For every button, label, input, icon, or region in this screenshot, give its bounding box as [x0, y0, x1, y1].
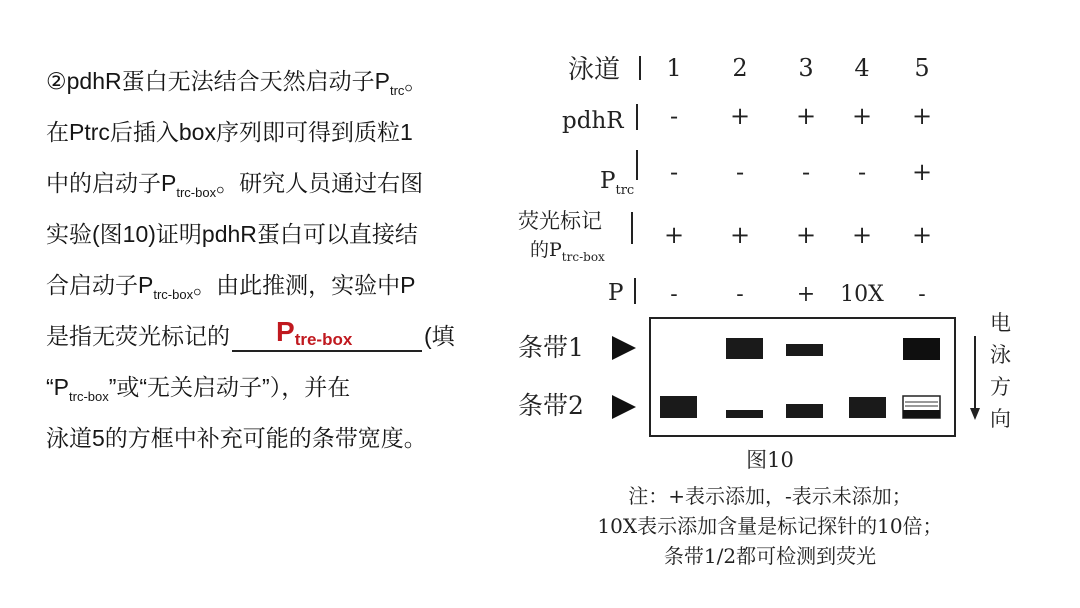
band-lane5-band2	[903, 396, 940, 418]
text-segment: 。由此推测，实验中P	[193, 272, 416, 298]
text-segment: ②pdhR蛋白无法结合天然启动子P	[46, 68, 390, 94]
subscript: trc-box	[69, 389, 109, 404]
note-line-2: 10X表示添加含量是标记探针的10倍；	[597, 514, 943, 538]
text-segment: 中的启动子P	[46, 170, 177, 196]
figure-title: 图10	[746, 448, 794, 472]
grid-table	[664, 54, 932, 307]
p-cell-5: -	[918, 282, 926, 307]
p-cell-3: +	[796, 282, 816, 307]
band-lane2-band2	[726, 410, 763, 418]
band2-arrow-icon	[612, 395, 636, 419]
band-lane3-band1	[786, 344, 823, 356]
subscript: trc-box	[153, 287, 194, 302]
subscript: trc	[389, 83, 405, 98]
note-line-1: 注：+表示添加，-表示未添加；	[628, 484, 912, 508]
text-segment: 。研究人员通过右图	[216, 170, 424, 196]
fluor-cell-4: +	[851, 221, 873, 249]
direction-char-3: 方	[990, 375, 1011, 399]
band-lane5-band1	[903, 338, 940, 360]
pdhR-cell-2: +	[729, 102, 751, 130]
fluor-cell-2: +	[729, 221, 751, 249]
direction-char-4: 向	[990, 407, 1011, 431]
pdhR-cell-3: +	[795, 102, 817, 130]
fluor-cell-3: +	[795, 221, 817, 249]
lane-number-4: 4	[854, 54, 870, 82]
fluor-cell-1: +	[663, 221, 685, 249]
pdhR-cell-1: -	[669, 102, 679, 130]
answer-subscript: tre-box	[294, 330, 353, 349]
answer-main: P	[276, 316, 295, 347]
row-label-fluor-1: 荧光标记	[518, 209, 602, 233]
row-label-fluor-2: 的$P_{trc-box}$	[530, 239, 605, 264]
row-label-pdhR: pdhR	[562, 108, 624, 134]
ptrc-cell-5: +	[911, 158, 933, 186]
row-label-p: P	[608, 280, 624, 306]
band-lane1-band2	[660, 396, 697, 418]
band-lane4-band2	[849, 397, 886, 418]
band-lane3-band2	[786, 404, 823, 418]
pdhR-cell-4: +	[851, 102, 873, 130]
text-segment: 泳道5的方框中补充可能的条带宽度。	[46, 425, 427, 451]
fluor-cell-5: +	[911, 221, 933, 249]
subscript: trc-box	[176, 185, 217, 200]
text-segment: 在Ptrc后插入box序列即可得到质粒1	[46, 119, 413, 145]
direction-char-1: 电	[990, 311, 1011, 335]
p-cell-4: 10X	[840, 282, 884, 307]
ptrc-cell-4: -	[857, 158, 867, 186]
p-cell-2: -	[736, 282, 744, 307]
text-segment: 合启动子P	[46, 272, 154, 298]
direction-char-2: 泳	[990, 343, 1011, 367]
pdhR-cell-5: +	[911, 102, 933, 130]
text-segment: (填	[424, 323, 455, 349]
band1-arrow-icon	[612, 336, 636, 360]
text-segment: ”或“无关启动子”），并在	[108, 374, 351, 400]
ptrc-cell-2: -	[735, 158, 745, 186]
row-label-band1: 条带1	[518, 333, 584, 362]
row-label-band2: 条带2	[518, 391, 584, 420]
lane-number-5: 5	[914, 54, 930, 82]
text-segment: 。	[404, 68, 428, 94]
row-label-lane: 泳道	[568, 55, 621, 85]
lane-number-2: 2	[732, 54, 748, 82]
ptrc-cell-1: -	[669, 158, 679, 186]
direction-arrow-icon	[970, 408, 980, 420]
row-separators	[632, 56, 640, 304]
lane-number-3: 3	[798, 54, 814, 82]
ptrc-cell-3: -	[801, 158, 811, 186]
note-line-3: 条带1/2都可检测到荧光	[663, 544, 877, 568]
row-label-ptrc: $P_{trc}$	[600, 168, 635, 198]
text-segment: 是指无荧光标记的	[46, 323, 230, 349]
p-cell-1: -	[670, 282, 678, 307]
lane-number-1: 1	[666, 54, 682, 82]
text-segment: 实验(图10)证明pdhR蛋白可以直接结	[46, 221, 418, 247]
gel-bands	[660, 338, 940, 418]
band-lane2-band1	[726, 338, 763, 359]
text-segment: “P	[46, 374, 69, 400]
